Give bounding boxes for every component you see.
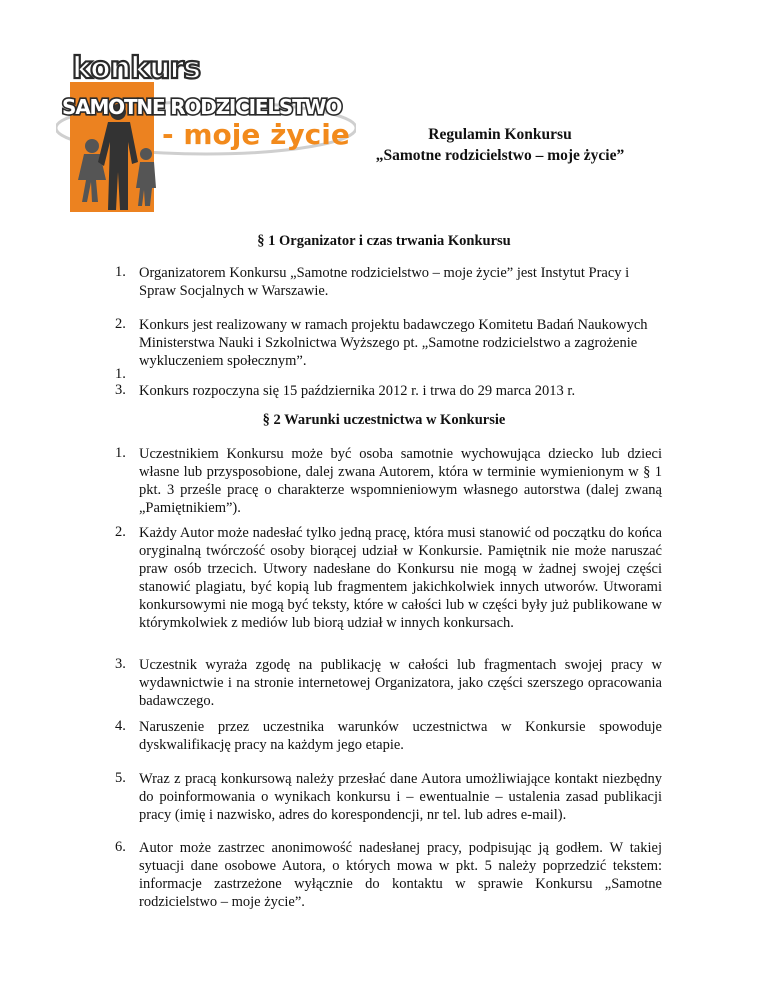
section-paragraph: Organizatorem Konkursu „Samotne rodzicielstwo – moje życie” jest Instytut Pracy i Spraw Socjalnych w Warszawie. [139,265,630,299]
section-paragraph: Wraz z pracą konkursową należy przesłać dane Autora umożliwiające kontakt niezbędny do poinformowania o wynikach konkursu i – ewentualnie – ustalenia zasad publikacji pracy (imię i nazwisko, adres do korespondencji, nr tel. lub adres e-mail). [139,771,662,823]
section-paragraph: Konkurs rozpoczyna się 15 października 2012 r. i trwa do 29 marca 2013 r. [139,383,576,399]
section-heading: § 1 Organizator i czas trwania Konkursu [257,233,511,249]
item-number: 6. [115,839,126,855]
document-title [350,124,650,166]
logo-line-konkurs: konkurs [72,51,201,86]
item-number: 2. [115,524,126,540]
section-heading: § 2 Warunki uczestnictwa w Konkursie [262,412,506,428]
item-number: 4. [115,718,126,734]
title-line-1: Regulamin Konkursu [428,126,572,143]
logo-line-moje-zycie: - moje życie [162,118,350,151]
item-number: 3. [115,656,126,672]
title-line-2: „Samotne rodzicielstwo – moje życie” [375,147,625,164]
contest-logo [56,42,356,218]
section-paragraph: Uczestnik wyraża zgodę na publikację w całości lub fragmentach swojej pracy w wydawnictwie i na stronie internetowej Organizatora, jako części szerszego opracowania badawczego. [139,657,662,709]
item-number: 1. [115,264,126,280]
item-number: 2. [115,316,126,332]
section-paragraph: Autor może zastrzec anonimowość nadesłanej pracy, podpisując ją godłem. W takiej sytuacji dane osobowe Autora, o których mowa w pkt. 5 należy poprzedzić tekstem: informacje zastrzeżone wyłącznie do kontaktu w sprawie Konkursu „Samotne rodzicielstwo – moje życie”. [139,840,662,910]
item-number: 1. [115,445,126,461]
section-paragraph: Konkurs jest realizowany w ramach projektu badawczego Komitetu Badań Naukowych Ministerstwa Nauki i Szkolnictwa Wyższego pt. „Samotne rodzicielstwo a zagrożenie wykluczeniem społecznym”. [139,317,648,369]
item-number: 1. [115,366,126,382]
section-paragraph: Naruszenie przez uczestnika warunków uczestnictwa w Konkursie spowoduje dyskwalifikację pracy na każdym jego etapie. [139,719,662,753]
item-number: 5. [115,770,126,786]
item-number: 3. [115,382,126,398]
section-paragraph: Uczestnikiem Konkursu może być osoba samotnie wychowująca dziecko lub dzieci własne lub przysposobione, dalej zwana Autorem, która w terminie wymienionym w § 1 pkt. 3 prześle pracę o charakterze wspomnieniowym własnego autorstwa (dalej zwaną „Pamiętnikiem”). [139,446,662,516]
logo-line-samotne: SAMOTNE RODZICIELSTWO [62,95,342,119]
section-paragraph: Każdy Autor może nadesłać tylko jedną pracę, która musi stanowić od początku do końca oryginalną twórczość osoby biorącej udział w Konkursie. Pamiętnik nie może naruszać praw osób trzecich. Utwory nadesłane do Konkursu nie mogą w żadnej swojej części stanowić plagiatu, być kopią lub fragmentem jakichkolwiek innych utworów. Utworami konkursowymi nie mogą być teksty, które w całości lub w części były już publikowane w którymkolwiek z mediów lub biorą udział w innych konkursach. [139,525,662,631]
